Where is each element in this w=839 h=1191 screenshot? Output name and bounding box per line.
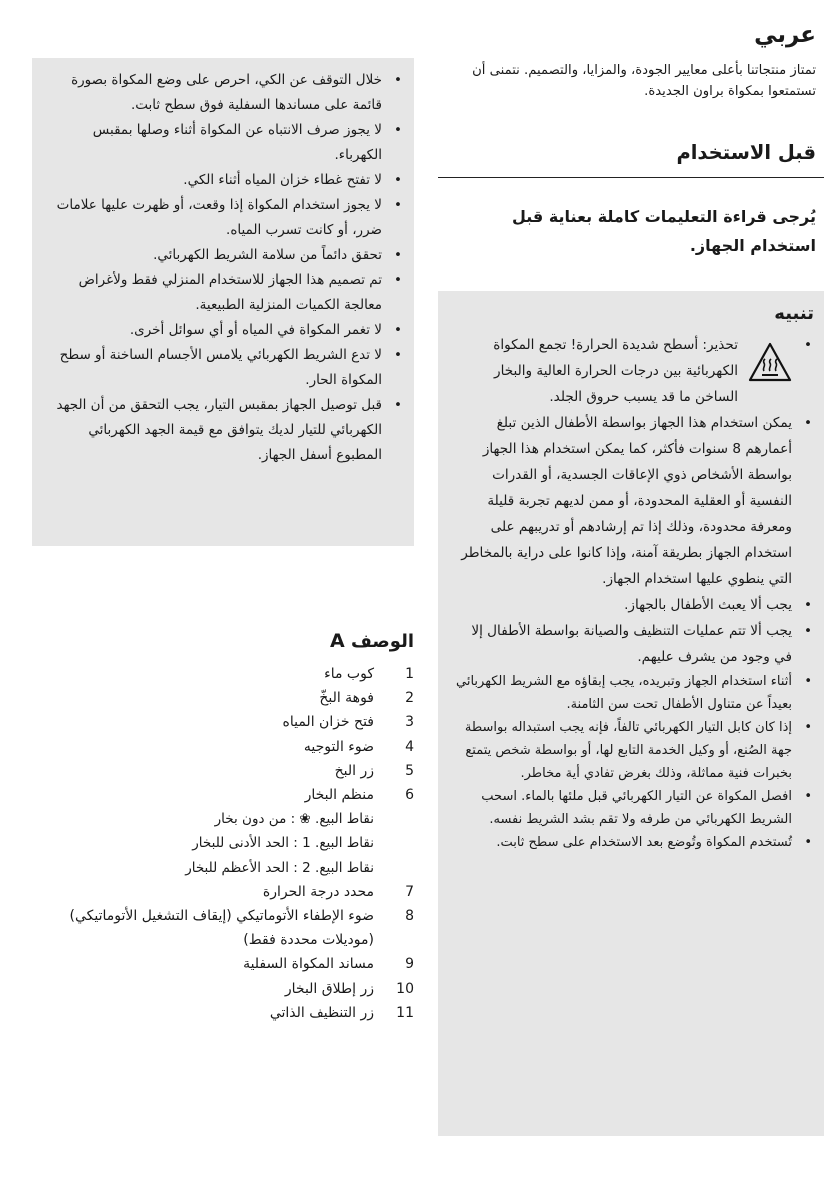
list-item [32, 904, 414, 952]
warning-box [438, 291, 824, 1136]
list-item: • لا يجوز استخدام المكواة إذا وقعت، أو ظهرت عليها علامات ضرر، أو كانت تسرب المياه. [42, 193, 404, 243]
list-item: • إذا كان كابل التيار الكهربائي تالفاً، فإنه يجب استبداله بواسطة جهة الصُنع، أو وكيل الخدمة التابع لها، أو بواسطة شخص يتمتع بخبرات فنية مماثلة، وذلك بغرض تفادي أية مخاطر. [450, 716, 814, 785]
list-item: • افصل المكواة عن التيار الكهربائي قبل ملئها بالماء. اسحب الشريط الكهربائي من طرفه ولا تقم بشد الشريط نفسه. [450, 785, 814, 831]
list-item: • لا تفتح غطاء خزان المياه أثناء الكي. [42, 168, 404, 193]
item-text: ضوء الإطفاء الأتوماتيكي (إيقاف التشغيل الأتوماتيكي) (موديلات محددة فقط) [69, 908, 374, 949]
list-item [32, 783, 414, 807]
list-item [32, 831, 414, 855]
item-text: زر التنظيف الذاتي [269, 1004, 374, 1021]
item-text: مساند المكواة السفلية [243, 956, 374, 973]
list-item: • لا تغمر المكواة في المياه أو أي سوائل أخرى. [42, 318, 404, 343]
list-item: • يمكن استخدام هذا الجهاز بواسطة الأطفال الذين تبلغ أعمارهم 8 سنوات فأكثر، كما يمكن استخدام هذا الجهاز بواسطة الأشخاص ذوي الإعاقات الجسدية، أو القدرات النفسية أو العقلية المحدودة، أو ممن لديهم تجربة قليلة ومعرفة محدودة، وذلك إذا تم إرشادهم أو تدريبهم على استخدام الجهاز بطريقة آمنة، وإذا كانوا على دراية بالمخاطر التي ينطوي عليها استخدام الجهاز. [450, 410, 814, 592]
item-number: 10 [396, 980, 414, 997]
list-item [32, 686, 414, 710]
item-number: 5 [405, 762, 414, 779]
figure-letter: A [329, 630, 345, 652]
item-text: فتح خزان المياه [282, 714, 374, 731]
item-text: ضوء التوجيه [303, 738, 374, 755]
language-title: عربي [754, 22, 816, 48]
item-text: زر إطلاق البخار [284, 980, 374, 997]
list-item: • تم تصميم هذا الجهاز للاستخدام المنزلي فقط ولأغراض معالجة الكميات المنزلية الطبيعية. [42, 268, 404, 318]
list-item [32, 880, 414, 904]
list-item [32, 807, 414, 831]
list-item: • خلال التوقف عن الكي، احرص على وضع المكواة بصورة قائمة على مساندها السفلية فوق سطح ثابت. [42, 68, 404, 118]
item-number: 6 [405, 787, 414, 804]
warning-title: تنبيه [774, 303, 814, 324]
item-number: 8 [405, 908, 414, 925]
list-item: • تُستخدم المكواة وتُوضع بعد الاستخدام على سطح ثابت. [450, 831, 814, 854]
section-title: قبل الاستخدام [676, 141, 816, 164]
list-item: • لا تدع الشريط الكهربائي يلامس الأجسام الساخنة أو سطح المكواة الحار. [42, 343, 404, 393]
list-item [32, 735, 414, 759]
list-item [32, 977, 414, 1001]
item-number: 9 [405, 956, 414, 973]
item-number: 3 [405, 714, 414, 731]
item-number: 1 [405, 666, 414, 682]
description-heading [320, 630, 414, 652]
item-number: 2 [405, 690, 414, 707]
item-text: كوب ماء [324, 666, 374, 682]
read-instructions-note: يُرجى قراءة التعليمات كاملة بعناية قبل استخدام الجهاز. [511, 207, 816, 255]
warning-list [450, 332, 814, 854]
list-item [32, 710, 414, 734]
description-list [32, 662, 414, 1025]
list-item [32, 856, 414, 880]
list-item: • تحقق دائماً من سلامة الشريط الكهربائي. [42, 243, 404, 268]
list-item [32, 952, 414, 976]
intro-paragraph: تمتاز منتجاتنا بأعلى معايير الجودة، والمزايا، والتصميم. نتمنى أن تستمتعوا بمكواة براون الجديدة. [472, 63, 816, 99]
item-text: زر البخ [334, 762, 374, 779]
item-number: 11 [396, 1004, 414, 1021]
item-text: محدد درجة الحرارة [262, 883, 374, 900]
item-text: نقاط البيع. 2 : الحد الأعظم للبخار [185, 859, 374, 876]
description-title: الوصف [350, 631, 414, 652]
safety-list [42, 68, 404, 468]
list-item: • يجب ألا يعبث الأطفال بالجهاز. [450, 592, 814, 618]
safety-continued-box [32, 58, 414, 546]
list-item [450, 332, 814, 410]
list-item [32, 1001, 414, 1025]
list-item [32, 662, 414, 686]
hot-surface-warning-icon [748, 342, 792, 391]
list-item: • قبل توصيل الجهاز بمقبس التيار، يجب التحقق من أن الجهد الكهربائي للتيار لديك يتوافق مع قيمة الجهد الكهربائي المطبوع أسفل الجهاز. [42, 393, 404, 468]
list-item [32, 759, 414, 783]
list-item: • أثناء استخدام الجهاز وتبريده، يجب إبقاؤه مع الشريط الكهربائي بعيداً عن متناول الأطفال تحت سن الثامنة. [450, 670, 814, 716]
item-number: 4 [405, 738, 414, 755]
list-item: • لا يجوز صرف الانتباه عن المكواة أثناء وصلها بمقبس الكهرباء. [42, 118, 404, 168]
item-text: منظم البخار [304, 787, 374, 804]
list-item: • يجب ألا تتم عمليات التنظيف والصيانة بواسطة الأطفال إلا في وجود من يشرف عليهم. [450, 618, 814, 670]
item-text: نقاط البيع. ❀ : من دون بخار [214, 811, 374, 828]
section-divider [438, 177, 824, 178]
item-number: 7 [405, 883, 414, 900]
item-text: نقاط البيع. 1 : الحد الأدنى للبخار [192, 835, 374, 852]
hot-surface-warning-text: • تحذير: أسطح شديدة الحرارة! تجمع المكواة الكهربائية بين درجات الحرارة العالية والبخار الساخن ما قد يسبب حروق الجلد. [493, 337, 738, 405]
item-text: فوهة البخّ [319, 690, 374, 707]
